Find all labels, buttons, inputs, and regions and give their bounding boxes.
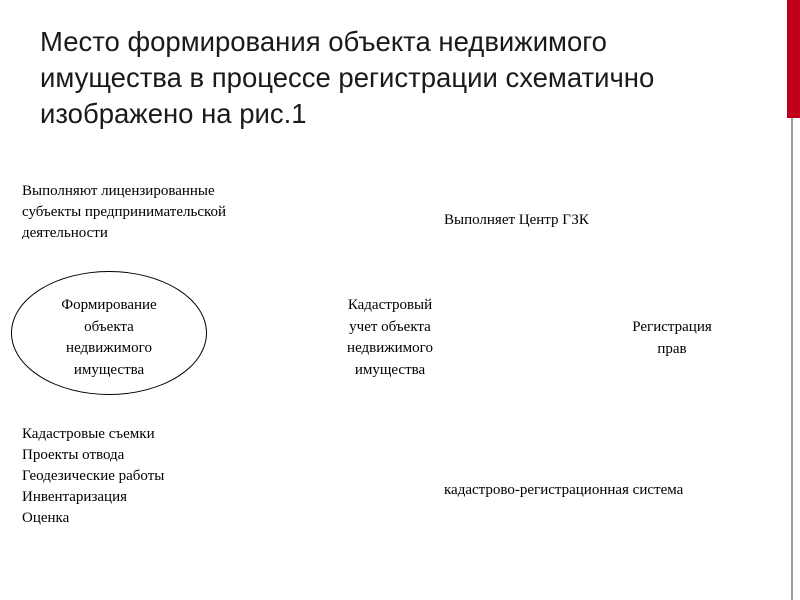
list-item: Проекты отвода	[22, 447, 125, 463]
formation-node-line: недвижимого	[66, 340, 152, 356]
accent-bar	[787, 0, 800, 118]
formation-node-line: Формирование	[61, 297, 157, 313]
cadastral-node-line: недвижимого	[347, 340, 433, 356]
works-list	[22, 424, 164, 529]
licensed-performers-note	[22, 181, 292, 239]
formation-node-line: объекта	[84, 318, 134, 335]
gzk-note: Выполняет Центр ГЗК	[444, 212, 589, 228]
registration-node-line: прав	[657, 340, 687, 357]
cadastral-node-line: имущества	[354, 361, 426, 378]
formation-node-line: имущества	[73, 361, 145, 378]
slide-title	[40, 24, 760, 132]
list-item: Кадастровые съемки	[22, 426, 155, 442]
cadastral-node-line: Кадастровый	[347, 297, 433, 313]
title-line: имущества в процессе регистрации схематично	[40, 62, 655, 93]
list-item: Геодезические работы	[22, 468, 165, 484]
registration-node-label	[610, 317, 734, 360]
title-line: изображено на рис.1	[40, 98, 307, 129]
cadastral-node-line: учет объекта	[349, 318, 431, 335]
licensed-note-line: деятельности	[22, 225, 108, 239]
licensed-note-line: субъекты предпринимательской	[22, 204, 227, 220]
system-label: кадастрово-регистрационная система	[444, 482, 684, 498]
list-item: Оценка	[22, 510, 70, 526]
licensed-note-line: Выполняют лицензированные	[22, 183, 215, 199]
list-item: Инвентаризация	[22, 489, 127, 505]
registration-node-line: Регистрация	[632, 319, 712, 335]
edge-divider	[791, 118, 793, 600]
title-line: Место формирования объекта недвижимого	[40, 26, 607, 57]
cadastral-node-label	[320, 295, 460, 381]
formation-node-label	[11, 295, 207, 381]
